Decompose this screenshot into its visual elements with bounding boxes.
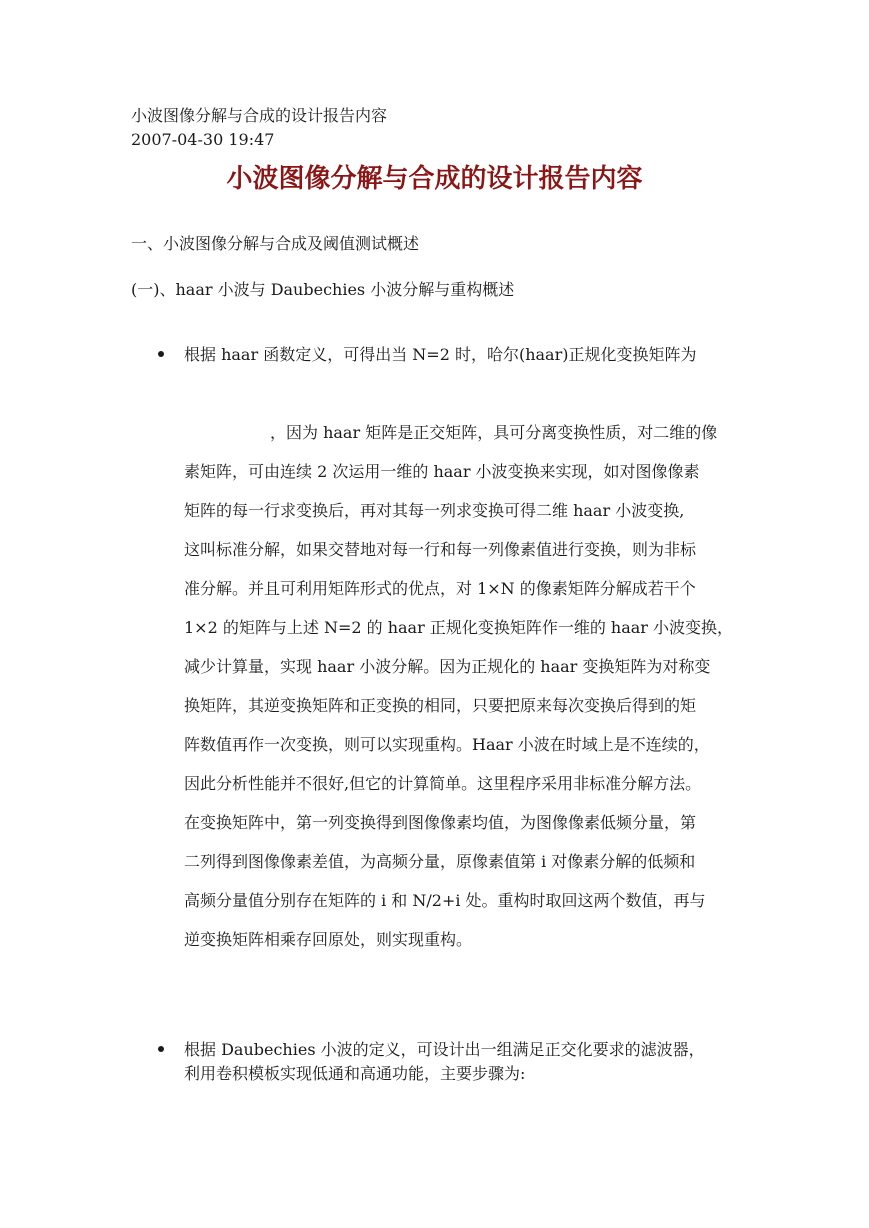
bullet-icon — [158, 1046, 164, 1052]
paragraph-line: 换矩阵，其逆变换矩阵和正变换的相同，只要把原来每次变换后得到的矩 — [184, 696, 697, 715]
bullet-icon — [158, 351, 164, 357]
paragraph-line: 素矩阵，可由连续 2 次运用一维的 haar 小波变换来实现，如对图像像素 — [184, 462, 700, 481]
paragraph-line: 这叫标准分解，如果交替地对每一行和每一列像素值进行变换，则为非标 — [184, 540, 697, 559]
paragraph-line: 减少计算量，实现 haar 小波分解。因为正规化的 haar 变换矩阵为对称变 — [184, 657, 711, 676]
paragraph-line: 在变换矩阵中，第一列变换得到图像像素均值，为图像像素低频分量，第 — [184, 813, 697, 832]
paragraph-line: 1×2 的矩阵与上述 N=2 的 haar 正规化变换矩阵作一维的 haar 小波变换， — [184, 618, 734, 637]
section-heading-2: (一)、haar 小波与 Daubechies 小波分解与重构概述 — [131, 280, 515, 299]
paragraph-line: 阵数值再作一次变换，则可以实现重构。Haar 小波在时域上是不连续的， — [184, 735, 710, 754]
paragraph-line: 因此分析性能并不很好,但它的计算简单。这里程序采用非标准分解方法。 — [184, 774, 702, 793]
bullet-2-line-2: 利用卷积模板实现低通和高通功能，主要步骤为: — [184, 1064, 526, 1083]
bullet-2-line-1: 根据 Daubechies 小波的定义，可设计出一组满足正交化要求的滤波器， — [184, 1040, 705, 1059]
paragraph-line: 准分解。并且可利用矩阵形式的优点，对 1×N 的像素矩阵分解成若干个 — [184, 579, 696, 598]
document-header-title: 小波图像分解与合成的设计报告内容 — [131, 106, 388, 125]
paragraph-line: 二列得到图像像素差值，为高频分量，原像素值第 i 对像素分解的低频和 — [184, 852, 696, 871]
paragraph-line: 逆变换矩阵相乘存回原处，则实现重构。 — [184, 930, 473, 949]
bullet-1-paragraph — [184, 413, 744, 959]
paragraph-line: ，因为 haar 矩阵是正交矩阵，具可分离变换性质，对二维的像 — [270, 423, 718, 442]
section-heading-1: 一、小波图像分解与合成及阈值测试概述 — [131, 234, 420, 253]
main-title: 小波图像分解与合成的设计报告内容 — [226, 164, 643, 194]
bullet-1-intro: 根据 haar 函数定义，可得出当 N=2 时，哈尔(haar)正规化变换矩阵为 — [184, 345, 697, 364]
paragraph-line: 矩阵的每一行求变换后，再对其每一列求变换可得二维 haar 小波变换, — [184, 501, 685, 520]
paragraph-line: 高频分量值分别存在矩阵的 i 和 N/2+i 处。重构时取回这两个数值，再与 — [184, 891, 706, 910]
bullet-2-text — [184, 1038, 705, 1086]
document-date: 2007-04-30 19:47 — [131, 130, 275, 149]
